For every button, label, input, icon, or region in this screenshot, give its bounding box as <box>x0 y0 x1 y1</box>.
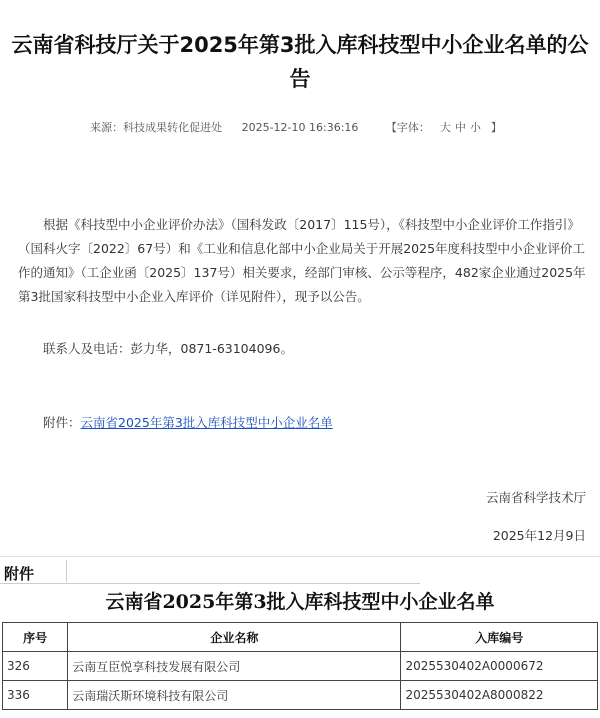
header-reg-no: 入库编号 <box>401 623 598 652</box>
attachment-link[interactable]: 云南省2025年第3批入库科技型中小企业名单 <box>80 415 333 430</box>
font-size-label: 【字体： <box>385 121 430 134</box>
row-reg-no: 2025530402A0000672 <box>401 652 598 681</box>
source-label: 来源：科技成果转化促进处 <box>90 121 223 134</box>
font-size-switcher <box>378 121 510 134</box>
attachment-label: 附件： <box>43 415 81 430</box>
row-company: 云南瑞沃斯环境科技有限公司 <box>68 681 401 710</box>
header-company: 企业名称 <box>68 623 401 652</box>
annex-divider <box>66 560 67 582</box>
font-small-button[interactable]: 小 <box>469 121 481 134</box>
table-header-row <box>3 623 598 652</box>
contact-info: 联系人及电话：彭力华，0871-63104096。 <box>43 341 293 356</box>
annex-divider <box>0 583 420 584</box>
table-row <box>3 681 598 710</box>
row-index: 326 <box>3 652 68 681</box>
annex-label: 附件 <box>4 565 35 583</box>
header-index: 序号 <box>3 623 68 652</box>
row-index: 336 <box>3 681 68 710</box>
table-row <box>3 652 598 681</box>
font-medium-button[interactable]: 中 <box>454 121 466 134</box>
row-company: 云南互臣悦享科技发展有限公司 <box>68 652 401 681</box>
row-reg-no: 2025530402A8000822 <box>401 681 598 710</box>
font-large-button[interactable]: 大 <box>439 121 451 134</box>
article-meta <box>0 119 600 135</box>
page-title: 云南省科技厅关于2025年第3批入库科技型中小企业名单的公告 <box>11 33 589 91</box>
signature-org: 云南省科学技术厅 <box>485 490 586 505</box>
publish-datetime: 2025-12-10 16:36:16 <box>241 121 359 134</box>
attachment-line <box>18 413 333 431</box>
annex-title: 云南省2025年第3批入库科技型中小企业名单 <box>105 591 495 613</box>
company-table <box>2 622 598 710</box>
signature-date: 2025年12月9日 <box>492 528 586 543</box>
font-size-close: 】 <box>490 121 502 134</box>
announcement-body: 根据《科技型中小企业评价办法》（国科发政〔2017〕115号），《科技型中小企业评价工作指引》（国科火字〔2022〕67号）和《工业和信息化部中小企业局关于开展2025年度科技型中小企业评价工作的通知》（工企业函〔2025〕137号）相关要求，经部门审核、公示等程序，482家企业通过2025年第3批国家科技型中小企业入库评价（详见附件），现予以公告。 <box>18 217 586 304</box>
